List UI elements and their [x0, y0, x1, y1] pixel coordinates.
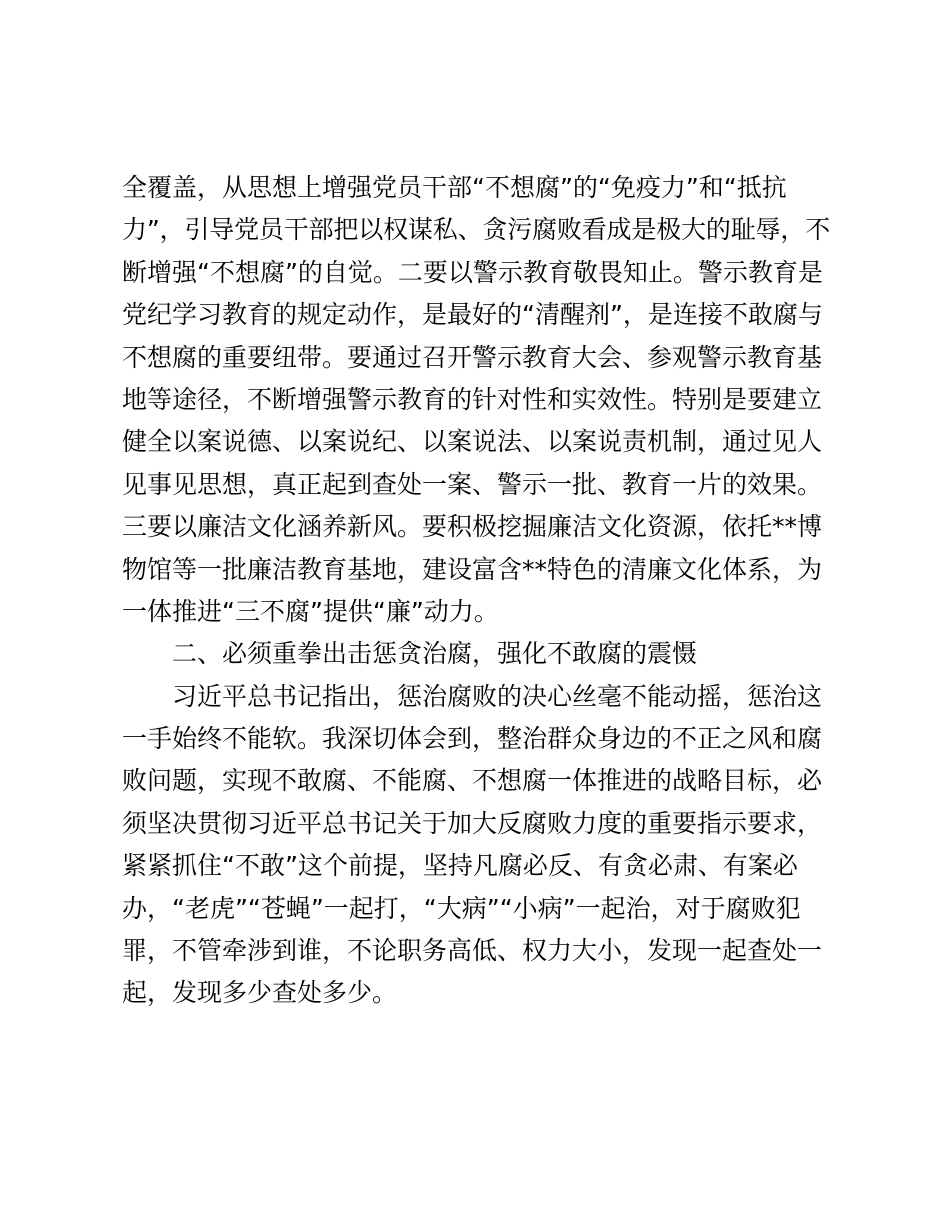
text-line: 断增强“不想腐”的自觉。二要以警示教育敬畏知止。警示教育是	[122, 257, 823, 287]
text-line: 败问题，实现不敢腐、不能腐、不想腐一体推进的战略目标，必	[122, 766, 823, 796]
text-line: 见事见思想，真正起到查处一案、警示一批、教育一片的效果。	[122, 469, 823, 499]
text-line: 习近平总书记指出，惩治腐败的决心丝毫不能动摇，惩治这	[172, 681, 823, 711]
document-body	[122, 167, 832, 1015]
text-line: 地等途径，不断增强警示教育的针对性和实效性。特别是要建立	[122, 384, 823, 414]
text-line: 物馆等一批廉洁教育基地，建设富含**特色的清廉文化体系，为	[122, 554, 823, 584]
text-line: 紧紧抓住“不敢”这个前提，坚持凡腐必反、有贪必肃、有案必	[122, 851, 798, 881]
text-line: 党纪学习教育的规定动作，是最好的“清醒剂”，是连接不敢腐与	[122, 300, 823, 330]
text-line: 起，发现多少查处多少。	[122, 978, 398, 1008]
text-line: 一体推进“三不腐”提供“廉”动力。	[122, 596, 499, 626]
text-line: 一手始终不能软。我深切体会到，整治群众身边的不正之风和腐	[122, 724, 823, 754]
text-line: 罪，不管牵涉到谁，不论职务高低、权力大小，发现一起查处一	[122, 936, 823, 966]
text-line: 健全以案说德、以案说纪、以案说法、以案说责机制，通过见人	[122, 427, 823, 457]
text-line: 全覆盖，从思想上增强党员干部“不想腐”的“免疫力”和“抵抗	[122, 173, 787, 202]
section-heading: 二、必须重拳出击惩贪治腐，强化不敢腐的震慑	[172, 639, 698, 669]
text-line: 办，“老虎”“苍蝇”一起打，“大病”“小病”一起治，对于腐败犯	[122, 893, 801, 923]
text-line: 力”，引导党员干部把以权谋私、贪污腐败看成是极大的耻辱，不	[122, 215, 831, 245]
text-line: 三要以廉洁文化涵养新风。要积极挖掘廉洁文化资源，依托**博	[122, 512, 823, 542]
text-line: 须坚决贯彻习近平总书记关于加大反腐败力度的重要指示要求，	[122, 808, 823, 838]
text-line: 不想腐的重要纽带。要通过召开警示教育大会、参观警示教育基	[122, 342, 823, 372]
